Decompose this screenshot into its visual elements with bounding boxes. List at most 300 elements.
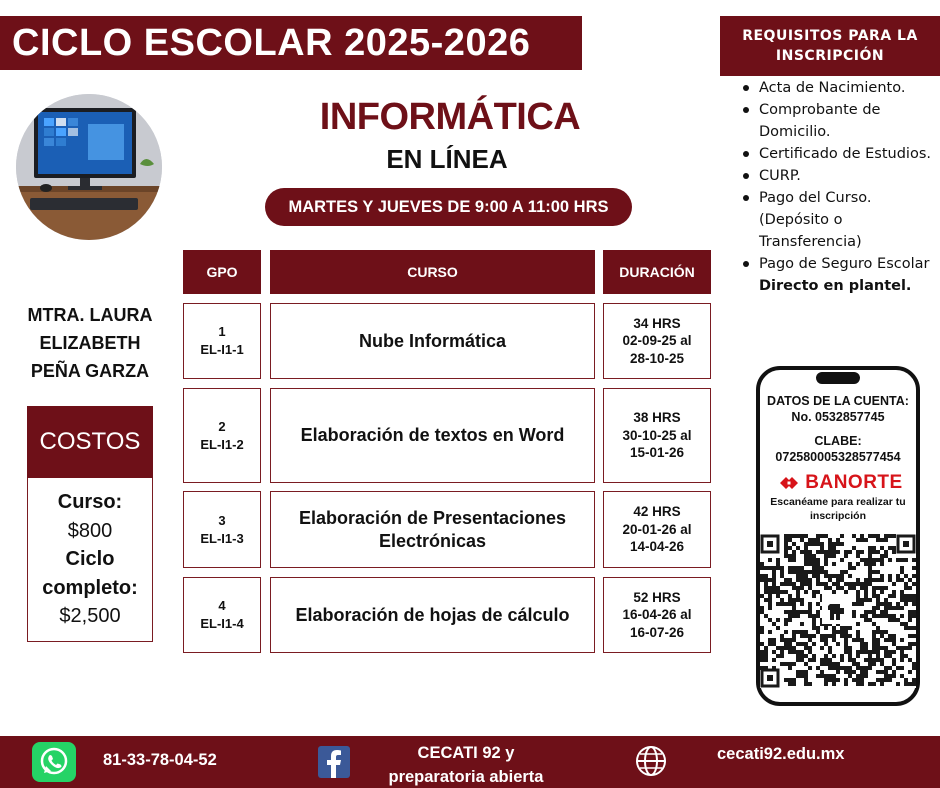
qr-module [844,634,848,638]
qr-module [808,682,812,686]
qr-module [896,606,900,610]
qr-module [900,614,904,618]
qr-module [796,610,800,614]
qr-code[interactable] [760,534,916,688]
qr-module [860,614,864,618]
course-title: INFORMÁTICA [319,96,581,138]
qr-module [856,674,860,678]
qr-module [832,666,836,670]
qr-module [872,662,876,666]
qr-module [776,586,780,590]
qr-module [872,558,876,562]
qr-module [824,550,828,554]
qr-module [764,574,768,578]
qr-module [812,554,816,558]
qr-module [868,570,872,574]
qr-module [880,682,884,686]
clabe-number: 072580005328577454 [775,450,901,464]
qr-module [880,538,884,542]
qr-module [788,566,792,570]
qr-module [816,666,820,670]
qr-module [816,614,820,618]
qr-module [776,566,780,570]
group-number: 3 [218,512,226,528]
qr-module [812,642,816,646]
qr-module [820,542,824,546]
qr-module [824,642,828,646]
qr-module [788,598,792,602]
qr-module [908,618,912,622]
qr-module [776,558,780,562]
qr-module [768,586,772,590]
qr-module [896,666,900,670]
qr-module [828,574,832,578]
qr-module [792,610,796,614]
qr-module [848,550,852,554]
qr-module [888,614,892,618]
qr-module [852,662,856,666]
whatsapp-icon[interactable] [32,742,76,782]
qr-module [816,582,820,586]
qr-module [772,578,776,582]
qr-module [848,658,852,662]
qr-module [912,610,916,614]
qr-module [772,570,776,574]
qr-module [824,662,828,666]
qr-module [888,634,892,638]
duration-hours: 42 HRS [633,504,681,520]
qr-module [776,602,780,606]
qr-module [888,654,892,658]
qr-module [912,574,916,578]
qr-module [800,670,804,674]
qr-module [804,654,808,658]
qr-module [828,538,832,542]
qr-module [876,658,880,662]
clabe-label: CLABE: [814,434,862,448]
qr-module [844,642,848,646]
qr-module [784,678,788,682]
qr-module [800,622,804,626]
qr-module [888,650,892,654]
qr-module [860,670,864,674]
qr-module [856,638,860,642]
qr-module [772,658,776,662]
qr-module [868,554,872,558]
qr-module [780,574,784,578]
qr-module [840,558,844,562]
qr-module [852,670,856,674]
qr-module [760,630,764,634]
qr-module [860,642,864,646]
requirement-text: Pago del Curso. (Depósito o Transferencia) [759,190,872,250]
qr-module [880,586,884,590]
qr-module [804,558,808,562]
qr-module [844,550,848,554]
qr-module [772,582,776,586]
qr-module [912,642,916,646]
qr-module [860,602,864,606]
qr-module [840,570,844,574]
qr-module [888,666,892,670]
qr-module [812,566,816,570]
account-info [762,393,914,465]
qr-module [836,630,840,634]
qr-module [800,578,804,582]
qr-module [884,678,888,682]
qr-module [804,674,808,678]
qr-module [844,670,848,674]
qr-module [880,602,884,606]
qr-module [816,550,820,554]
qr-module [792,598,796,602]
qr-module [840,574,844,578]
qr-module [888,546,892,550]
qr-module [884,646,888,650]
qr-module [832,550,836,554]
qr-module [868,574,872,578]
qr-module [784,578,788,582]
qr-module [824,570,828,574]
qr-module [868,546,872,550]
qr-module [812,622,816,626]
qr-module [816,538,820,542]
qr-module [788,538,792,542]
qr-module [760,654,764,658]
account-heading: DATOS DE LA CUENTA: [767,394,909,408]
qr-module [880,678,884,682]
requirement-emphasis: Directo en plantel. [759,278,912,294]
qr-module [900,658,904,662]
qr-module [796,594,800,598]
qr-module [768,594,772,598]
qr-module [792,570,796,574]
qr-module [776,626,780,630]
qr-module [816,610,820,614]
qr-module [832,638,836,642]
qr-module [884,670,888,674]
qr-module [804,642,808,646]
qr-module [812,618,816,622]
qr-module [900,570,904,574]
facebook-link[interactable] [360,741,572,788]
qr-module [824,634,828,638]
qr-module [800,534,804,538]
qr-module [884,638,888,642]
qr-module [768,590,772,594]
course-cell: Elaboración de hojas de cálculo [270,577,595,653]
qr-module [800,602,804,606]
qr-module [836,666,840,670]
qr-module [856,650,860,654]
qr-module [788,666,792,670]
qr-module [800,630,804,634]
qr-module [764,582,768,586]
qr-module [876,578,880,582]
schedule-banner: MARTES Y JUEVES DE 9:00 A 11:00 HRS [265,188,632,226]
qr-module [856,630,860,634]
qr-module [836,538,840,542]
qr-module [908,682,912,686]
globe-icon[interactable] [634,744,668,778]
qr-module [892,634,896,638]
qr-module [792,638,796,642]
qr-module [796,642,800,646]
qr-module [896,646,900,650]
duration-cell [603,577,711,653]
qr-module [800,654,804,658]
qr-module [876,630,880,634]
duration-end: 28-10-25 [629,350,685,366]
qr-module [856,590,860,594]
facebook-icon[interactable] [318,746,350,778]
qr-module [892,614,896,618]
group-code: EL-I1-1 [200,342,244,357]
qr-module [812,634,816,638]
qr-module [900,606,904,610]
qr-module [832,674,836,678]
qr-module [812,558,816,562]
qr-module [908,586,912,590]
duration-end: 15-01-26 [629,445,685,461]
qr-module [840,654,844,658]
qr-module [800,650,804,654]
qr-module [780,570,784,574]
qr-module [912,598,916,602]
qr-module [800,582,804,586]
qr-module [860,682,864,686]
qr-module [812,570,816,574]
qr-module [812,562,816,566]
qr-module [844,638,848,642]
qr-module [784,618,788,622]
qr-module [864,618,868,622]
qr-code-icon [760,534,916,688]
qr-module [772,650,776,654]
qr-module [876,642,880,646]
qr-module [852,534,856,538]
qr-module [784,538,788,542]
qr-module [904,582,908,586]
group-number: 1 [218,324,226,339]
qr-module [804,562,808,566]
qr-module [784,542,788,546]
qr-module [836,574,840,578]
qr-module [788,570,792,574]
qr-module [844,570,848,574]
qr-module [904,626,908,630]
qr-module [792,586,796,590]
qr-module [792,614,796,618]
qr-module [904,682,908,686]
qr-module [808,650,812,654]
qr-module [884,650,888,654]
qr-module [760,594,764,598]
qr-module [868,534,872,538]
qr-module [792,554,796,558]
qr-module [864,538,868,542]
qr-module [868,658,872,662]
qr-module [816,574,820,578]
qr-module [772,586,776,590]
qr-module [872,578,876,582]
qr-module [896,682,900,686]
qr-module [848,674,852,678]
costs-title: COSTOS [27,406,153,478]
requirement-item [740,99,940,143]
qr-module [864,666,868,670]
qr-module [800,570,804,574]
qr-module [768,602,772,606]
qr-module [848,654,852,658]
qr-module [820,646,824,650]
qr-module [848,626,852,630]
qr-module [788,610,792,614]
qr-module [780,566,784,570]
qr-module [884,666,888,670]
qr-module [816,590,820,594]
qr-module [784,582,788,586]
qr-module [768,578,772,582]
qr-module [888,602,892,606]
qr-module [872,658,876,662]
qr-module [816,630,820,634]
qr-module [896,602,900,606]
qr-module [816,674,820,678]
qr-module [788,554,792,558]
qr-module [820,634,824,638]
qr-module [884,534,888,538]
qr-module [820,546,824,550]
qr-module [820,566,824,570]
qr-module [880,670,884,674]
qr-module [808,538,812,542]
course-cell: Nube Informática [270,303,595,379]
qr-module [900,650,904,654]
qr-module [912,594,916,598]
qr-module [856,682,860,686]
qr-module [876,678,880,682]
qr-module [788,646,792,650]
qr-module [784,622,788,626]
qr-module [912,662,916,666]
qr-module [888,574,892,578]
qr-module [812,574,816,578]
phone-notch [816,372,860,384]
course-cell: Elaboración de Presentaciones Electrónicas [270,491,595,568]
qr-module [912,682,916,686]
qr-module [764,646,768,650]
qr-module [800,566,804,570]
qr-module [808,542,812,546]
qr-module [892,618,896,622]
qr-module [856,578,860,582]
qr-module [768,566,772,570]
qr-module [792,630,796,634]
qr-module [800,538,804,542]
qr-module [880,546,884,550]
qr-module [888,594,892,598]
qr-module [888,534,892,538]
qr-module [808,586,812,590]
qr-module [860,558,864,562]
qr-module [808,646,812,650]
qr-module [856,602,860,606]
qr-module [868,562,872,566]
qr-module [764,566,768,570]
qr-module [800,598,804,602]
qr-module [900,594,904,598]
qr-module [892,658,896,662]
duration-start: 16-04-26 al [622,607,692,623]
qr-module [788,582,792,586]
qr-module [876,654,880,658]
group-cell [183,303,261,379]
qr-module [912,566,916,570]
qr-module [848,634,852,638]
qr-module [796,574,800,578]
phone-number[interactable]: 81-33-78-04-52 [103,751,217,769]
qr-module [832,582,836,586]
website-link[interactable]: cecati92.edu.mx [717,745,845,763]
qr-module [836,670,840,674]
qr-module [784,602,788,606]
requirement-text: Pago de Seguro Escolar [759,256,930,272]
qr-module [784,662,788,666]
qr-module [892,550,896,554]
qr-module [848,666,852,670]
qr-module [884,554,888,558]
qr-module [888,606,892,610]
qr-module [860,674,864,678]
qr-module [836,662,840,666]
duration-start: 30-10-25 al [622,427,692,443]
requirement-text: Acta de Nacimiento. [759,80,906,96]
qr-module [860,550,864,554]
qr-module [792,566,796,570]
qr-module [792,534,796,538]
qr-module [896,618,900,622]
qr-module [816,566,820,570]
qr-module [760,642,764,646]
qr-module [908,646,912,650]
course-cell: Elaboración de textos en Word [270,388,595,483]
qr-module [816,562,820,566]
qr-module [892,662,896,666]
qr-module [792,542,796,546]
qr-module [768,618,772,622]
qr-module [848,646,852,650]
qr-module [780,590,784,594]
qr-module [796,590,800,594]
qr-module [784,554,788,558]
qr-module [812,594,816,598]
qr-module [832,662,836,666]
qr-module [876,606,880,610]
qr-module [852,658,856,662]
qr-module [876,670,880,674]
duration-end: 14-04-26 [629,539,685,555]
qr-module [852,602,856,606]
group-code: EL-I1-2 [200,436,244,452]
qr-module [864,658,868,662]
qr-module [824,674,828,678]
qr-module [908,614,912,618]
group-cell [183,577,261,653]
qr-module [764,650,768,654]
computer-desk-photo [16,94,162,240]
qr-module [820,674,824,678]
